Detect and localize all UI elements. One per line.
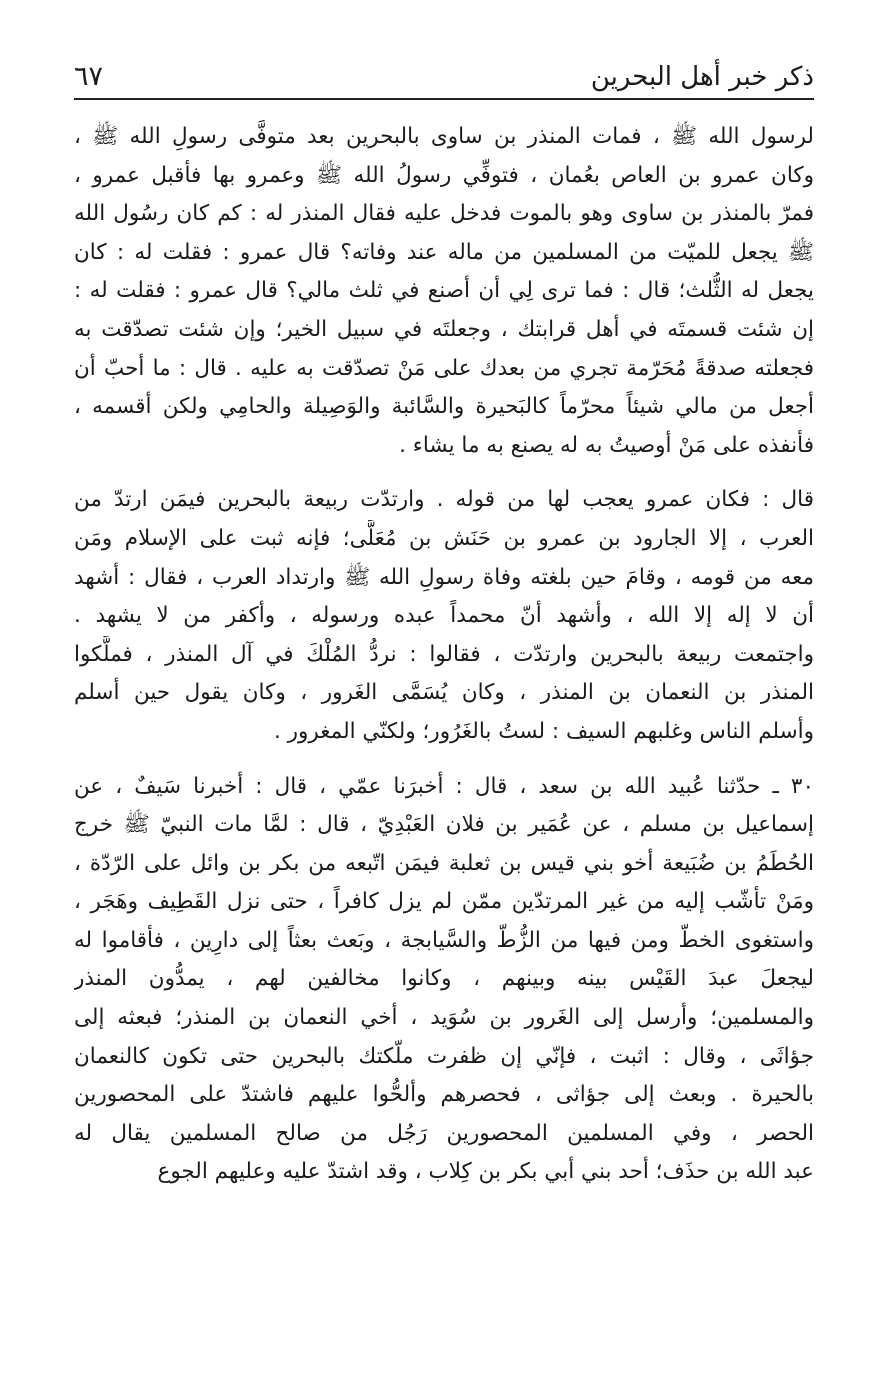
paragraph <box>74 768 814 1193</box>
text-line: ومَنْ تأشّب إليه من غير المرتدّين ممّن لم يزل كافراً ، حتى نزل القَطِيف وهَجَر ، <box>74 889 814 915</box>
paragraph <box>74 118 814 465</box>
text-line: الحُطَمُ بن ضُبَيعة أخو بني قيس بن ثعلبة فيمَن اتّبعه من بكر بن وائل على الرّدّة ، <box>74 850 814 876</box>
text-line: وكان عمرو بن العاص بعُمان ، فتوفِّي رسولُ الله ﷺ وعمرو بها فأقبل عمرو ، <box>74 162 814 188</box>
text-line: الحصر ، وفي المسلمين المحصورين رَجُل من صالح المسلمين يقال له <box>74 1120 814 1146</box>
text-line: يجعل له الثُّلث؛ قال : فما ترى لِي أن أصنع في ثلث مالي؟ قال عمرو : فقلت له : <box>74 278 814 304</box>
text-line: واستغوى الخطّ ومن فيها من الزُّطّ والسَّيابجة ، وبَعث بعثاً إلى دارِين ، فأقاموا له <box>74 927 814 953</box>
body-text <box>74 118 814 1208</box>
page-header <box>74 58 814 100</box>
text-line: المنذر بن النعمان بن المنذر ، وكان يُسَمَّى الغَرور ، وكان يقول حين أسلم <box>74 680 814 706</box>
text-line: أن لا إله إلا الله ، وأشهد أنّ محمداً عبده ورسوله ، وأكفر من لا يشهد . <box>74 603 814 629</box>
text-line: ليجعلَ عبدَ القَيْس بينه وبينهم ، وكانوا مخالفين لهم ، يمدُّون المنذر <box>74 966 814 992</box>
text-line: لرسول الله ﷺ ، فمات المنذر بن ساوى بالبحرين بعد متوفَّى رسولِ الله ﷺ ، <box>74 124 814 149</box>
paragraph <box>74 481 814 751</box>
text-line: بالحيرة . وبعث إلى جؤاثى ، فحصرهم وألحُّوا عليهم فاشتدّ على المحصورين <box>74 1082 814 1108</box>
text-line: إسماعيل بن مسلم ، عن عُمَير بن فلان العَبْدِيّ ، قال : لمَّا مات النبيّ ﷺ خرج <box>74 812 814 838</box>
page-number: ٦٧ <box>74 61 104 92</box>
text-line: فجعلته صدقةً مُحَرّمة تجري من بعدك على مَنْ تصدّقت به عليه . قال : ما أحبّ أن <box>74 355 814 381</box>
text-line: جؤاثَى ، وقال : اثبت ، فإنّي إن ظفرت ملّكتك بالبحرين حتى تكون كالنعمان <box>74 1043 814 1069</box>
text-line: واجتمعت ربيعة بالبحرين وارتدّت ، فقالوا : نردُّ المُلْكَ في آل المنذر ، فملَّكوا <box>74 641 814 667</box>
text-line: فمرّ بالمنذر بن ساوى وهو بالموت فدخل عليه فقال المنذر له : كم كان رسُول الله <box>74 201 814 227</box>
text-line: ﷺ يجعل للميّت من المسلمين من ماله عند وفاته؟ قال عمرو : فقلت له : كان <box>74 239 814 265</box>
text-line: معه من قومه ، وقامَ حين بلغته وفاة رسولِ الله ﷺ وارتداد العرب ، فقال : أشهد <box>74 564 814 590</box>
text-line: ٣٠ ـ حدّثنا عُبيد الله بن سعد ، قال : أخبرَنا عمّي ، قال : أخبرنا سَيفٌ ، عن <box>74 773 814 799</box>
text-line: وأسلم الناس وغلبهم السيف : لستُ بالغَرُور؛ ولكنّي المغرور . <box>273 718 814 744</box>
text-line: العرب ، إلا الجارود بن عمرو بن حَنَش بن مُعَلَّى؛ فإنه ثبت على الإسلام ومَن <box>74 525 814 551</box>
text-line: إن شئت قسمتَه في أهل قرابتك ، وجعلتَه في سبيل الخير؛ وإن شئت تصدّقت به <box>74 316 814 342</box>
text-line: فأنفذه على مَنْ أوصيتُ به له يصنع به ما يشاء . <box>399 432 814 458</box>
text-line: عبد الله بن حذَف؛ أحد بني أبي بكر بن كِلاب ، وقد اشتدّ عليه وعليهم الجوع <box>157 1159 814 1185</box>
running-title: ذكر خبر أهل البحرين <box>590 62 814 92</box>
text-line: قال : فكان عمرو يعجب لها من قوله . وارتدّت ربيعة بالبحرين فيمَن ارتدّ من <box>74 487 814 513</box>
text-line: والمسلمين؛ وأرسل إلى الغَرور بن سُوَيد ، أخي النعمان بن المنذر؛ فبعثه إلى <box>74 1005 814 1031</box>
text-line: أجعل من مالي شيئاً محرّماً كالبَحيرة والسَّائبة والوَصِيلة والحامِي ولكن أقسمه ، <box>74 394 814 420</box>
